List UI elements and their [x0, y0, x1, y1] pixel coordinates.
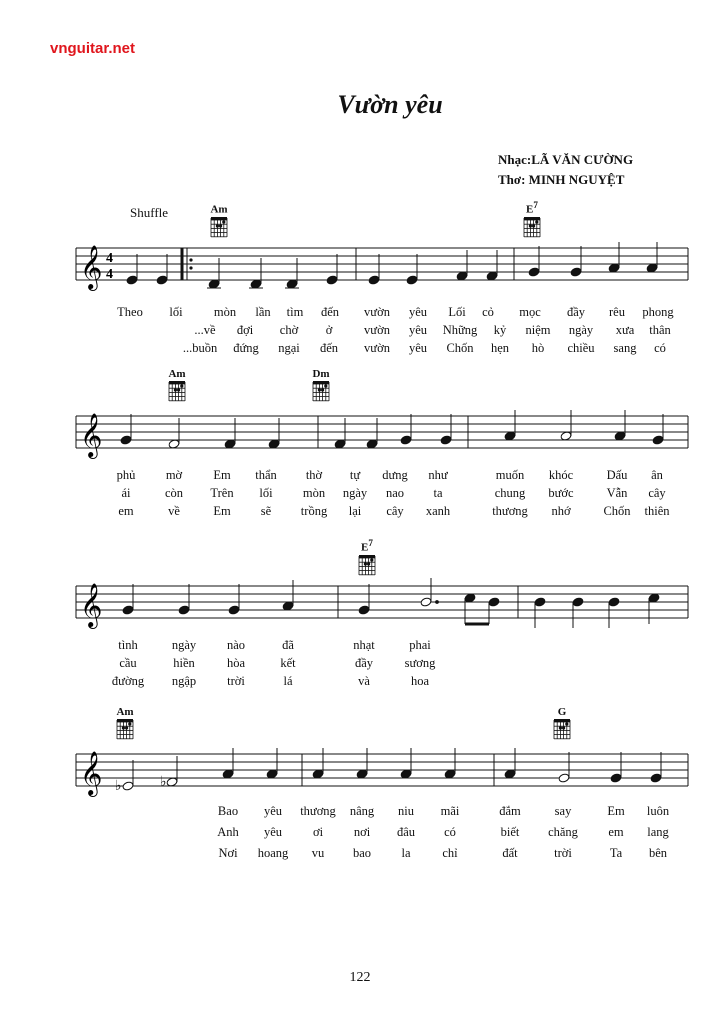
lyric-syllable: về	[168, 504, 180, 518]
lyric-syllable: ...về	[194, 323, 216, 337]
svg-text:♭: ♭	[115, 779, 122, 794]
lyric-syllable: yêu	[263, 825, 283, 839]
lyric-syllable: đắm	[499, 804, 521, 818]
lyric-syllable: ...buồn	[182, 341, 218, 355]
lyric-syllable: lá	[283, 674, 293, 688]
lyric-syllable: thiên	[644, 504, 670, 518]
lyric-syllable: em	[118, 504, 134, 518]
lyric-syllable: chờ	[279, 323, 299, 337]
lyric-syllable: còn	[164, 486, 184, 500]
lyric-syllable: sẽ	[260, 504, 272, 518]
lyric-syllable: Những	[442, 323, 478, 337]
lyric-syllable: luôn	[646, 804, 670, 818]
lyric-syllable: nhớ	[551, 504, 571, 518]
chord-diagram	[352, 538, 382, 576]
lyric-syllable: xưa	[615, 323, 635, 337]
lyric-syllable: phai	[409, 638, 431, 652]
lyric-syllable: đâu	[396, 825, 416, 839]
lyric-syllable: nơi	[353, 825, 371, 839]
credits	[498, 150, 633, 190]
lyric-syllable: như	[428, 468, 448, 482]
lyric-syllable: thờ	[305, 468, 323, 482]
svg-text:♭: ♭	[160, 775, 167, 790]
lyric-syllable: Nơi	[218, 846, 238, 860]
treble-clef-icon: 𝄞	[80, 753, 103, 795]
lyric-verse-1	[0, 804, 720, 822]
lyric-syllable: lần	[255, 305, 271, 319]
lyric-syllable: mãi	[440, 804, 460, 818]
lyric-syllable: Lối	[448, 305, 466, 319]
lyric-syllable: ngập	[171, 674, 197, 688]
lyric-syllable: cây	[648, 486, 666, 500]
lyric-syllable: nhạt	[353, 638, 375, 652]
treble-clef-icon: 𝄞	[80, 415, 103, 457]
lyric-syllable: biết	[500, 825, 520, 839]
lyric-syllable: hẹn	[490, 341, 510, 355]
lyric-verse-1	[0, 468, 720, 486]
chord-grid-icon	[311, 380, 331, 402]
lyric-syllable: lại	[348, 504, 362, 518]
lyric-syllable: hò	[531, 341, 545, 355]
lyric-syllable: chiều	[567, 341, 595, 355]
lyric-verse-2	[0, 656, 720, 674]
lyric-syllable: Dấu	[606, 468, 628, 482]
lyric-syllable: đứng	[233, 341, 259, 355]
lyric-syllable: ngại	[278, 341, 300, 355]
lyric-syllable: kết	[280, 656, 296, 670]
chord-name: G	[557, 706, 567, 718]
chord-name: Dm	[312, 368, 330, 380]
lyric-syllable: chăng	[548, 825, 578, 839]
lyric-syllable: ngày	[342, 486, 368, 500]
lyric-syllable: thương	[300, 804, 336, 818]
lyric-syllable: đất	[502, 846, 518, 860]
lyric-syllable: niệm	[525, 323, 551, 337]
lyric-syllable: vườn	[364, 305, 390, 319]
chord-grid-icon	[209, 216, 229, 238]
lyric-syllable: Chốn	[446, 341, 474, 355]
lyric-syllable: Theo	[117, 305, 143, 319]
lyric-syllable: vườn	[364, 323, 390, 337]
music-credit: Nhạc:LÃ VĂN CƯỜNG	[498, 152, 634, 167]
lyric-syllable: yêu	[408, 305, 428, 319]
chord-name: $E^7$	[361, 538, 373, 554]
lyric-syllable: lối	[169, 305, 183, 319]
lyric-syllable: sương	[404, 656, 436, 670]
lyric-syllable: mòn	[213, 305, 237, 319]
lyric-syllable: có	[444, 825, 456, 839]
lyric-verse-1	[0, 638, 720, 656]
lyric-syllable: và	[358, 674, 370, 688]
lyric-syllable: ngày	[171, 638, 197, 652]
lyric-syllable: đã	[282, 638, 294, 652]
lyric-syllable: yêu	[408, 341, 428, 355]
lyric-syllable: Em	[213, 468, 231, 482]
lyric-verse-3	[0, 674, 720, 692]
lyric-syllable: nâng	[349, 804, 375, 818]
lyric-verse-2	[0, 486, 720, 504]
lyric-syllable: đầy	[354, 656, 374, 670]
notes	[126, 242, 658, 289]
lyric-syllable: hoang	[257, 846, 289, 860]
lyric-syllable: phủ	[116, 468, 136, 482]
chord-grid-icon	[522, 216, 542, 238]
site-watermark: vnguitar.net	[50, 40, 136, 57]
lyric-syllable: trồng	[300, 504, 328, 518]
lyric-syllable: yêu	[408, 323, 428, 337]
chord-grid-icon	[115, 718, 135, 740]
lyric-syllable: Em	[213, 504, 231, 518]
lyric-syllable: chung	[494, 486, 526, 500]
lyric-syllable: Em	[607, 804, 625, 818]
lyric-verse-1	[0, 305, 720, 323]
lyric-syllable: bao	[352, 846, 372, 860]
lyric-syllable: mờ	[165, 468, 183, 482]
lyric-syllable: ái	[121, 486, 131, 500]
lyric-syllable: Vẫn	[606, 486, 628, 500]
tempo-marking: Shuffle	[130, 205, 169, 220]
lyric-syllable: yêu	[263, 804, 283, 818]
lyric-syllable: nao	[385, 486, 405, 500]
lyric-syllable: la	[401, 846, 411, 860]
lyric-syllable: tự	[349, 468, 361, 482]
chord-diagram	[110, 706, 140, 740]
lyric-syllable: Anh	[217, 825, 239, 839]
lyric-syllable: Ta	[609, 846, 623, 860]
lyric-syllable: Chốn	[603, 504, 631, 518]
chord-grid-icon	[552, 718, 572, 740]
lyric-syllable: chỉ	[442, 846, 458, 860]
chord-diagram	[162, 368, 192, 402]
lyric-syllable: đường	[111, 674, 145, 688]
chord-diagram	[547, 706, 577, 740]
lyric-syllable: vu	[311, 846, 325, 860]
lyric-syllable: đầy	[566, 305, 586, 319]
lyric-syllable: tình	[118, 638, 138, 652]
chord-name: $E^7$	[526, 200, 538, 216]
lyric-syllable: cầu	[119, 656, 137, 670]
chord-name: Am	[210, 203, 228, 216]
lyric-syllable: lối	[259, 486, 273, 500]
lyric-syllable: thương	[492, 504, 528, 518]
lyric-syllable: ân	[651, 468, 663, 482]
lyric-syllable: rêu	[609, 305, 625, 319]
page-number: 122	[349, 970, 371, 985]
lyric-syllable: cây	[386, 504, 404, 518]
chord-grid-icon	[167, 380, 187, 402]
chord-diagram	[517, 200, 547, 238]
lyric-syllable: ngày	[568, 323, 594, 337]
lyric-syllable: hiền	[173, 656, 195, 670]
lyric-syllable: đợi	[236, 323, 254, 337]
lyric-syllable: nào	[226, 638, 246, 652]
lyric-syllable: sang	[613, 341, 637, 355]
notes	[115, 748, 662, 794]
lyric-syllable: bước	[548, 486, 574, 500]
lyric-syllable: thẩn	[255, 468, 277, 482]
time-signature-top: 4	[106, 251, 113, 266]
lyric-syllable: Bao	[217, 804, 239, 818]
lyric-syllable: trời	[554, 846, 572, 860]
lyric-syllable: say	[554, 804, 572, 818]
lyric-syllable: khóc	[548, 468, 574, 482]
lyric-syllable: ơi	[312, 825, 324, 839]
lyric-verse-2	[0, 323, 720, 341]
lyric-syllable: dưng	[382, 468, 408, 482]
lyric-syllable: em	[608, 825, 624, 839]
lyric-syllable: muốn	[495, 468, 525, 482]
treble-clef-icon: 𝄞	[80, 585, 103, 627]
lyric-syllable: phong	[642, 305, 674, 319]
lyric-syllable: thân	[649, 323, 671, 337]
lyric-syllable: mọc	[519, 305, 541, 319]
lyrics-credit: Thơ: MINH NGUYỆT	[498, 172, 625, 187]
lyric-syllable: đến	[319, 341, 339, 355]
lyric-syllable: niu	[398, 804, 414, 818]
lyric-syllable: ở	[325, 323, 333, 337]
chord-diagram	[204, 200, 234, 238]
lyric-verse-2	[0, 825, 720, 843]
lyric-syllable: xanh	[425, 504, 451, 518]
lyric-syllable: mòn	[302, 486, 326, 500]
chord-diagram	[306, 368, 336, 402]
lyric-syllable: có	[654, 341, 666, 355]
lyric-syllable: vườn	[364, 341, 390, 355]
lyric-syllable: đến	[320, 305, 340, 319]
lyric-verse-3	[0, 341, 720, 359]
chord-name: Am	[116, 706, 134, 718]
song-title: Vườn yêu	[337, 90, 443, 119]
chord-grid-icon	[357, 554, 377, 576]
lyric-syllable: hòa	[226, 656, 246, 670]
lyric-syllable: tìm	[286, 305, 304, 319]
lyric-verse-3	[0, 846, 720, 864]
lyric-syllable: lang	[647, 825, 669, 839]
lyric-syllable: kỷ	[493, 323, 507, 337]
lyric-syllable: trời	[227, 674, 245, 688]
lyric-verse-3	[0, 504, 720, 522]
lyric-syllable: hoa	[410, 674, 430, 688]
lyric-syllable: Trên	[210, 486, 234, 500]
chord-name: Am	[168, 368, 186, 380]
time-signature-bottom: 4	[106, 267, 113, 282]
lyric-syllable: cỏ	[482, 305, 494, 319]
lyric-syllable: bên	[648, 846, 668, 860]
treble-clef-icon: 𝄞	[80, 247, 103, 289]
lyric-syllable: ta	[433, 486, 443, 500]
